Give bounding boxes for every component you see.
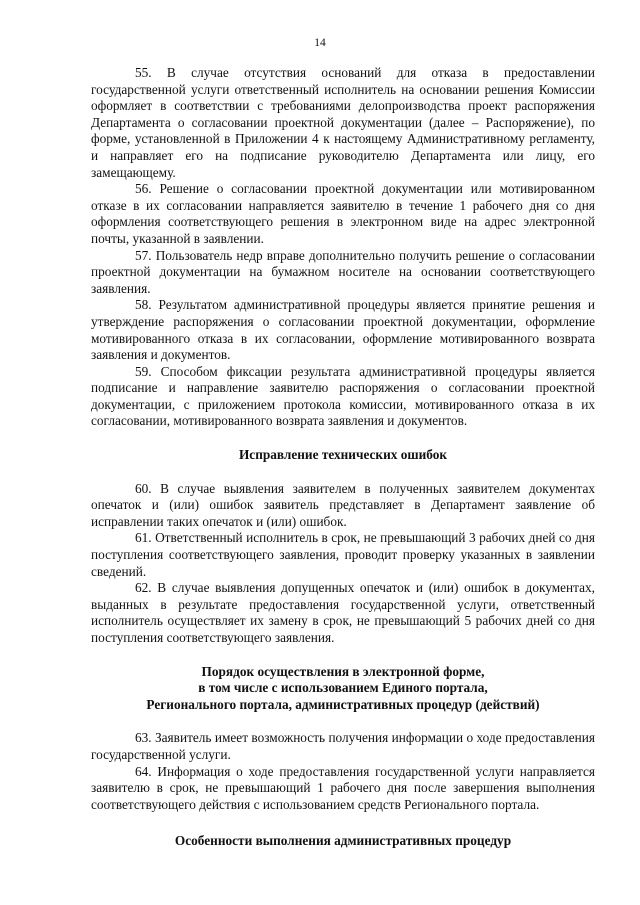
- spacer: [91, 813, 595, 833]
- section-heading-electronic-form: [91, 664, 595, 714]
- paragraph-55: 55. В случае отсутствия оснований для отказа в предоставлении государственной услуги ответственный исполнитель на основании решения Комиссии оформляет в соответствии с требованиями делопроизводства проект распоряжения Департамента о согласовании проектной документации (далее – Распоряжение), по форме, установленной в Приложении 4 к настоящему Административному регламенту, и направляет его на подписание руководителю Департамента или лицу, его замещающему.: [91, 65, 595, 180]
- heading-line-2: в том числе с использованием Единого портала,: [198, 680, 488, 696]
- document-body: [91, 65, 595, 850]
- paragraph-57: 57. Пользователь недр вправе дополнительно получить решение о согласовании проектной документации на бумажном носителе на основании соответствующего заявления.: [91, 247, 595, 296]
- paragraph-63: 63. Заявитель имеет возможность получения информации о ходе предоставления государственной услуги.: [91, 730, 595, 762]
- heading-line-1: Порядок осуществления в электронной форме,: [201, 663, 485, 679]
- paragraph-60: 60. В случае выявления заявителем в полученных заявителем документах опечаток и (или) ошибок заявитель представляет в Департамент заявление об исправлении таких опечаток и (или) ошибок.: [91, 480, 595, 529]
- paragraph-58: 58. Результатом административной процедуры является принятие решения и утверждение распоряжения о согласовании проектной документации, оформление мотивированного отказа в их согласовании, оформление мотивированного возврата заявления и документов.: [91, 297, 595, 363]
- paragraph-56: 56. Решение о согласовании проектной документации или мотивированном отказе в их согласовании направляется заявителю в течение 1 рабочего дня со дня оформления соответствующего решения в электронном виде на адрес электронной почты, указанной в заявлении.: [91, 181, 595, 246]
- spacer: [91, 647, 595, 664]
- spacer: [91, 464, 595, 481]
- paragraph-62: 62. В случае выявления допущенных опечаток и (или) ошибок в документах, выданных в результате предоставления государственной услуги, ответственный исполнитель осуществляет их замену в срок, не превышающий 5 рабочих дней со дня поступления соответствующего заявления.: [91, 580, 595, 645]
- section-heading-procedure-features: Особенности выполнения административных процедур: [174, 833, 512, 849]
- spacer: [91, 713, 595, 730]
- paragraph-64: 64. Информация о ходе предоставления государственной услуги направляется заявителю в срок, не превышающий 1 рабочего дня после завершения выполнения соответствующего действия с использованием средств Регионального портала.: [91, 763, 595, 812]
- paragraph-61: 61. Ответственный исполнитель в срок, не превышающий 3 рабочих дней со дня поступления соответствующего заявления, проводит проверку указанных в заявлении сведений.: [91, 530, 595, 579]
- page-number: 14: [314, 37, 326, 49]
- section-heading-technical-errors: Исправление технических ошибок: [238, 447, 448, 463]
- paragraph-59: 59. Способом фиксации результата административной процедуры является подписание и направление заявителю распоряжения о согласовании проектной документации, с приложением протокола комиссии, мотивированного отказа в их согласовании, мотивированного возврата заявления и документов.: [91, 363, 595, 429]
- heading-line-3: Регионального портала, административных процедур (действий): [146, 696, 540, 712]
- spacer: [91, 430, 595, 447]
